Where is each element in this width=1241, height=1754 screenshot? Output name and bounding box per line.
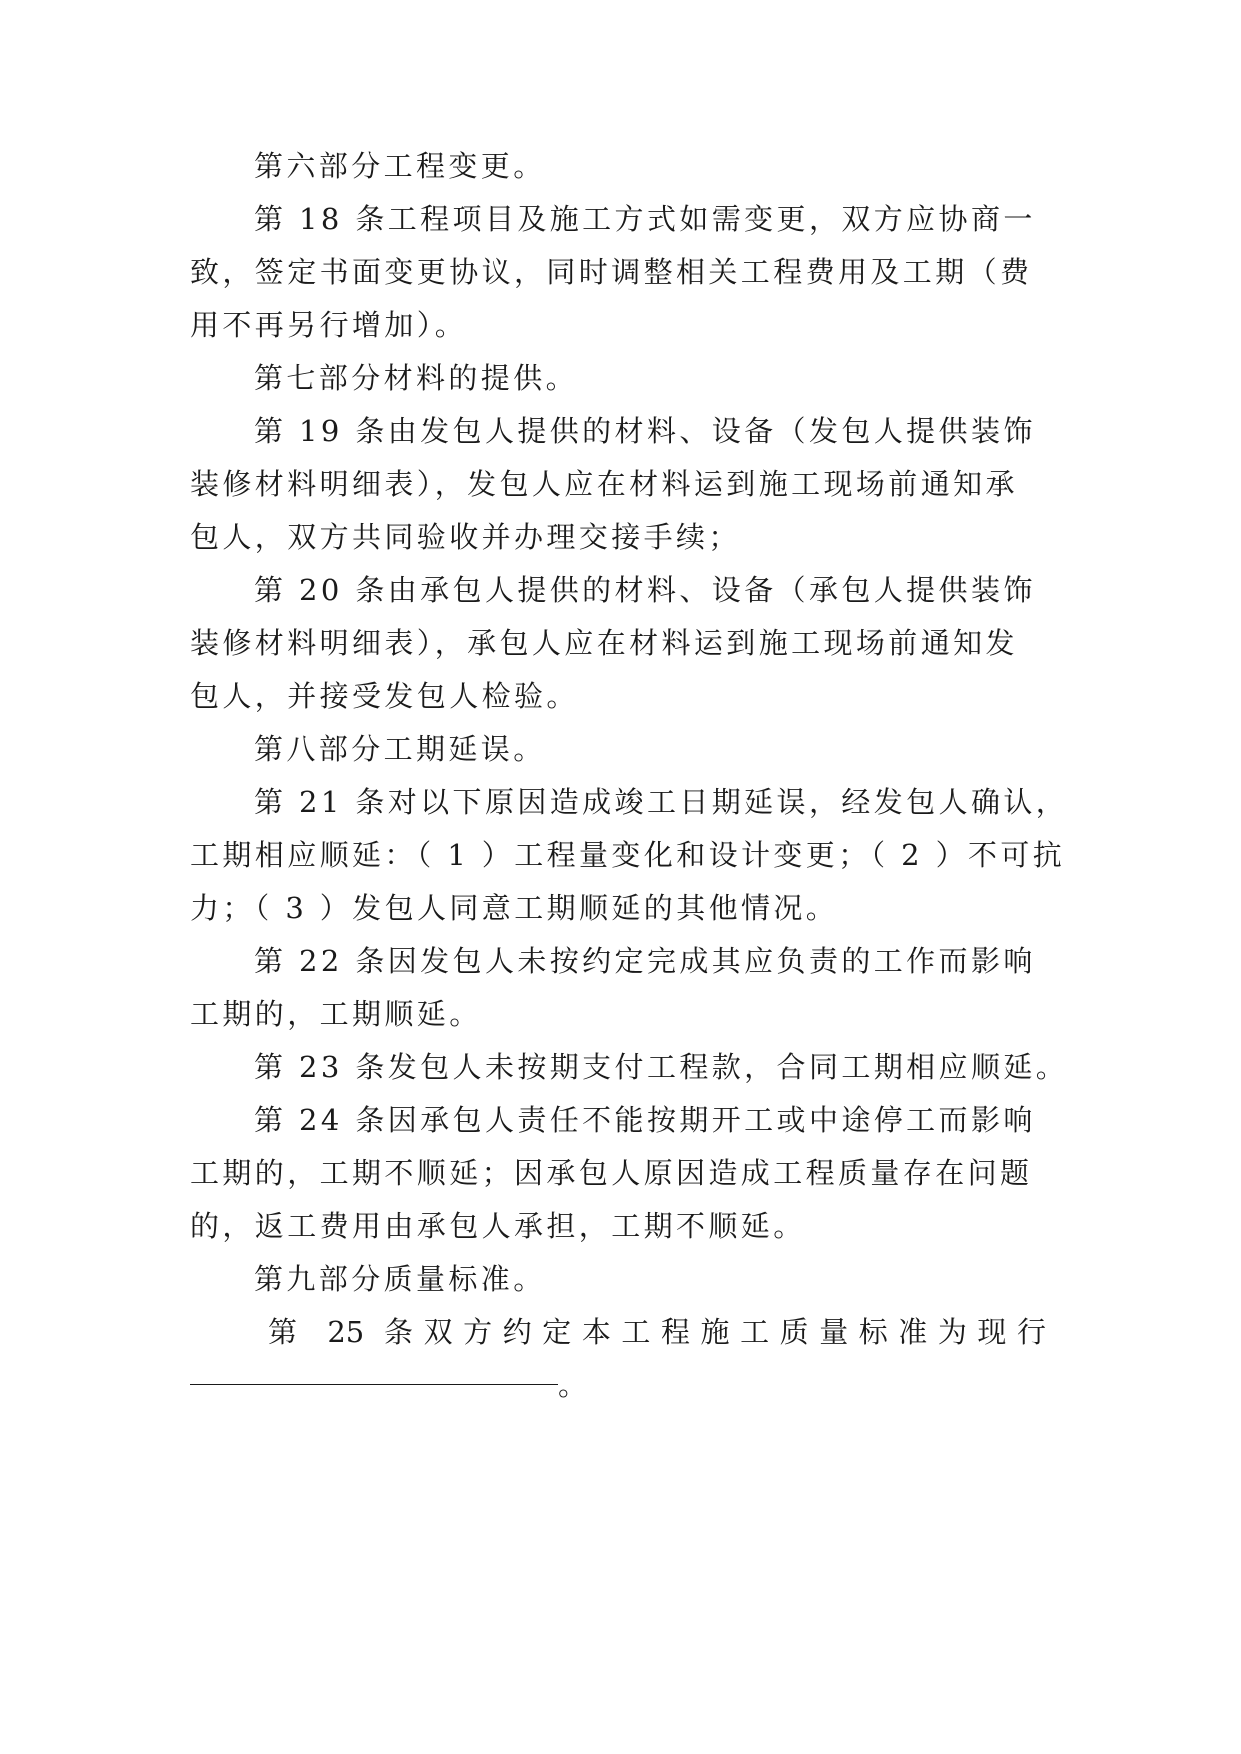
article-22-line-1: 第 22 条因发包人未按约定完成其应负责的工作而影响 bbox=[254, 944, 1036, 978]
article-24-line-2: 工期的，工期不顺延；因承包人原因造成工程质量存在问题 bbox=[190, 1156, 1033, 1190]
fill-in-blank-line bbox=[190, 1384, 558, 1385]
article-20-line-3: 包人，并接受发包人检验。 bbox=[190, 679, 579, 713]
article-22-line-2: 工期的，工期顺延。 bbox=[190, 997, 482, 1031]
section-heading-9: 第九部分质量标准。 bbox=[254, 1262, 546, 1296]
article-18-line-2: 致，签定书面变更协议，同时调整相关工程费用及工期（费 bbox=[190, 255, 1033, 289]
article-25-end-mark: 。 bbox=[558, 1368, 588, 1402]
article-24-line-3: 的，返工费用由承包人承担，工期不顺延。 bbox=[190, 1209, 806, 1243]
article-19-line-3: 包人，双方共同验收并办理交接手续； bbox=[190, 520, 741, 554]
article-24-line-1: 第 24 条因承包人责任不能按期开工或中途停工而影响 bbox=[254, 1103, 1036, 1137]
article-21-line-2: 工期相应顺延：（ 1 ）工程量变化和设计变更；（ 2 ）不可抗 bbox=[190, 838, 1066, 872]
article-18-line-1: 第 18 条工程项目及施工方式如需变更，双方应协商一 bbox=[254, 202, 1036, 236]
article-21-line-3: 力；（ 3 ）发包人同意工期顺延的其他情况。 bbox=[190, 891, 839, 925]
article-25-line-1: 第 25 条双方约定本工程施工质量标准为现行 bbox=[268, 1315, 1046, 1349]
section-heading-6: 第六部分工程变更。 bbox=[254, 149, 546, 183]
article-20-line-2: 装修材料明细表），承包人应在材料运到施工现场前通知发 bbox=[190, 626, 1018, 660]
article-19-line-1: 第 19 条由发包人提供的材料、设备（发包人提供装饰 bbox=[254, 414, 1036, 448]
article-23-line-1: 第 23 条发包人未按期支付工程款，合同工期相应顺延。 bbox=[254, 1050, 1069, 1084]
article-21-line-1: 第 21 条对以下原因造成竣工日期延误，经发包人确认， bbox=[254, 785, 1069, 819]
article-25-line-2 bbox=[190, 1365, 1046, 1405]
article-20-line-1: 第 20 条由承包人提供的材料、设备（承包人提供装饰 bbox=[254, 573, 1036, 607]
article-19-line-2: 装修材料明细表），发包人应在材料运到施工现场前通知承 bbox=[190, 467, 1018, 501]
section-heading-8: 第八部分工期延误。 bbox=[254, 732, 546, 766]
section-heading-7: 第七部分材料的提供。 bbox=[254, 361, 579, 395]
article-18-line-3: 用不再另行增加）。 bbox=[190, 308, 468, 342]
